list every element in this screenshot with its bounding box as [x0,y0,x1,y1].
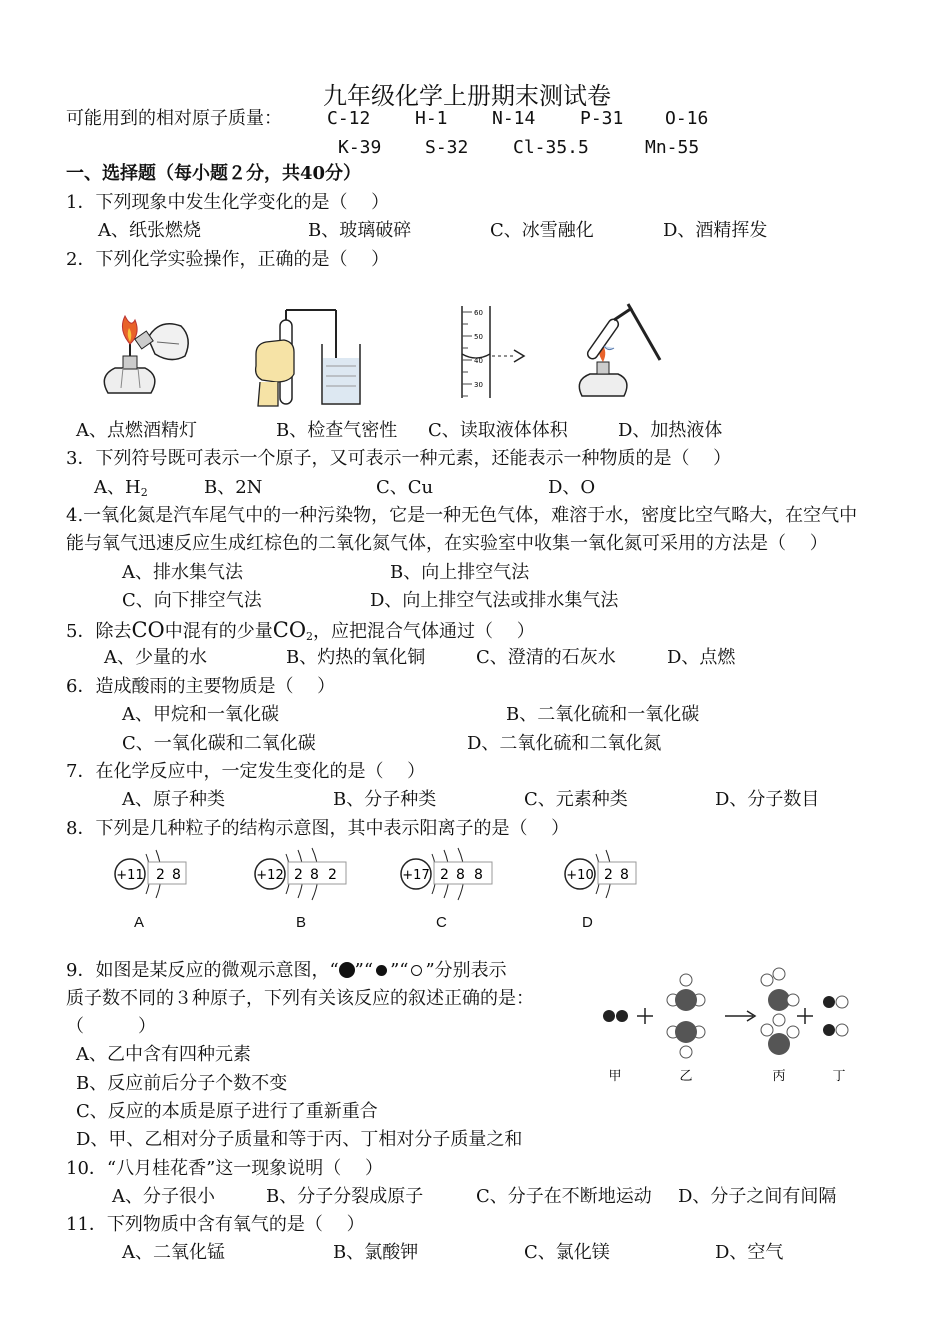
atomic-mass-o: O-16 [665,108,709,129]
q7-stem: 7．在化学反应中，一定发生变化的是（ ） [66,761,426,782]
q1-stem: 1．下列现象中发生化学变化的是（ ） [66,192,390,213]
atomic-mass-k: K-39 [338,137,382,158]
q11-option-a: A、二氧化锰 [122,1242,225,1263]
q5-option-d: D、点燃 [667,647,736,668]
reactant-yi-label: 乙 [679,1069,693,1084]
particle-b-nucleus: +12 [256,868,284,883]
q10-option-d: D、分子之间有间隔 [678,1186,837,1207]
particle-b-shell-3: 2 [328,867,337,883]
q3-option-c: C、Cu [376,477,434,498]
q4-stem-line2: 能与氧气迅速反应生成红棕色的二氧化氮气体，在实验室中收集一氧化氮可采用的方法是（ ） [66,533,828,554]
q6-option-b: B、二氧化硫和一氧化碳 [506,704,700,725]
particle-c-shell-1: 2 [440,867,449,883]
reaction-micro-diagram [595,960,875,1095]
section-heading: 一、选择题（每小题２分，共40分） [66,163,362,184]
graduated-cylinder-figure [448,302,538,402]
q2-stem: 2．下列化学实验操作，正确的是（ ） [66,249,390,270]
q5-option-a: A、少量的水 [104,647,207,668]
q2-option-b: B、检查气密性 [276,420,398,441]
particle-c-diagram [396,844,506,906]
q9-stem-line2: 质子数不同的３种原子，下列有关该反应的叙述正确的是： [66,988,534,1009]
q11-option-c: C、氯化镁 [524,1242,610,1263]
particle-b-shell-2: 8 [310,867,319,883]
product-bing-label: 丙 [772,1069,786,1084]
q4-stem-line1: 4.一氧化氮是汽车尾气中的一种污染物，它是一种无色气体，难溶于水，密度比空气略大，在空气中 [66,505,858,526]
atomic-mass-c: C-12 [327,108,371,129]
white-atom-icon [411,965,422,976]
q10-option-c: C、分子在不断地运动 [476,1186,652,1207]
particle-c-shell-2: 8 [456,867,465,883]
q5-stem: 5．除去CO中混有的少量$CO_2$，应把混合气体通过（ ） [66,618,535,643]
q9-option-a: A、乙中含有四种元素 [76,1044,251,1065]
particle-d-shell-2: 8 [620,867,629,883]
q8-stem: 8．下列是几种粒子的结构示意图，其中表示阳离子的是（ ） [66,818,570,839]
q3-option-d: D、O [548,477,596,498]
particle-a-shell-2: 8 [172,867,181,883]
particle-c-label: C [436,914,447,931]
airtightness-figure [250,296,375,411]
q1-option-a: A、纸张燃烧 [98,220,201,241]
lamp-lighting-figure [93,298,203,408]
q7-option-d: D、分子数目 [715,789,820,810]
atomic-mass-s: S-32 [425,137,469,158]
q10-option-a: A、分子很小 [112,1186,215,1207]
q1-option-d: D、酒精挥发 [663,220,768,241]
small-black-atom-icon [376,965,387,976]
particle-c-nucleus: +17 [402,868,430,883]
heating-liquid-figure [572,296,672,406]
q9-option-d: D、甲、乙相对分子质量和等于丙、丁相对分子质量之和 [76,1129,523,1150]
cylinder-tick-30: 30 [474,381,483,389]
q3-stem: 3．下列符号既可表示一个原子，又可表示一种元素，还能表示一种物质的是（ ） [66,448,732,469]
q4-option-a: A、排水集气法 [122,562,243,583]
q6-stem: 6．造成酸雨的主要物质是（ ） [66,676,336,697]
q5-option-b: B、灼热的氧化铜 [286,647,426,668]
q9-stem-line3: （ ） [66,1016,156,1037]
q4-option-d: D、向上排空气法或排水集气法 [370,590,619,611]
large-black-atom-icon [339,962,355,978]
particle-d-label: D [582,914,593,931]
q3-option-b: B、2N [204,477,263,498]
particle-a-diagram [110,844,200,906]
q11-stem: 11．下列物质中含有氧气的是（ ） [66,1214,365,1235]
particle-b-diagram [250,844,360,906]
q6-option-d: D、二氧化硫和二氧化氮 [467,733,662,754]
atomic-mass-n: N-14 [492,108,536,129]
particle-a-shell-1: 2 [156,867,165,883]
particle-c-shell-3: 8 [474,867,483,883]
q9-option-b: B、反应前后分子个数不变 [76,1073,288,1094]
q9-option-c: C、反应的本质是原子进行了重新重合 [76,1101,378,1122]
reactant-jia-label: 甲 [608,1069,622,1084]
q4-option-c: C、向下排空气法 [122,590,262,611]
particle-b-label: B [296,914,307,931]
q10-option-b: B、分子分裂成原子 [266,1186,424,1207]
q7-option-c: C、元素种类 [524,789,628,810]
q9-stem-line1: 9．如图是某反应的微观示意图，“ ”“ ”“ ”分别表示 [66,960,507,981]
q5-option-c: C、澄清的石灰水 [476,647,616,668]
atomic-mass-label: 可能用到的相对原子质量： [66,108,282,129]
particle-d-shell-1: 2 [604,867,613,883]
particle-b-shell-1: 2 [294,867,303,883]
particle-d-nucleus: +10 [566,868,594,883]
q6-option-c: C、一氧化碳和二氧化碳 [122,733,316,754]
atomic-mass-h: H-1 [415,108,448,129]
page-title: 九年级化学上册期末测试卷 [323,82,611,110]
particle-a-nucleus: +11 [116,868,144,883]
particle-d-diagram [560,844,650,906]
q10-stem: 10．“八月桂花香”这一现象说明（ ） [66,1158,384,1179]
q7-option-a: A、原子种类 [122,789,225,810]
q3-option-a: A、$H_2$ [94,477,148,499]
q11-option-b: B、氯酸钾 [333,1242,419,1263]
q11-option-d: D、空气 [715,1242,784,1263]
atomic-mass-p: P-31 [580,108,624,129]
atomic-mass-mn: Mn-55 [645,137,700,158]
q1-option-c: C、冰雪融化 [490,220,594,241]
q2-option-a: A、点燃酒精灯 [76,420,197,441]
q7-option-b: B、分子种类 [333,789,437,810]
cylinder-tick-40: 40 [474,357,483,365]
q4-option-b: B、向上排空气法 [390,562,530,583]
q2-option-d: D、加热液体 [618,420,723,441]
q6-option-a: A、甲烷和一氧化碳 [122,704,279,725]
q1-option-b: B、玻璃破碎 [308,220,412,241]
cylinder-tick-60: 60 [474,309,483,317]
atomic-mass-cl: Cl-35.5 [513,137,589,158]
cylinder-tick-50: 50 [474,333,483,341]
product-ding-label: 丁 [832,1069,846,1084]
particle-a-label: A [134,914,145,931]
q2-option-c: C、读取液体体积 [428,420,568,441]
